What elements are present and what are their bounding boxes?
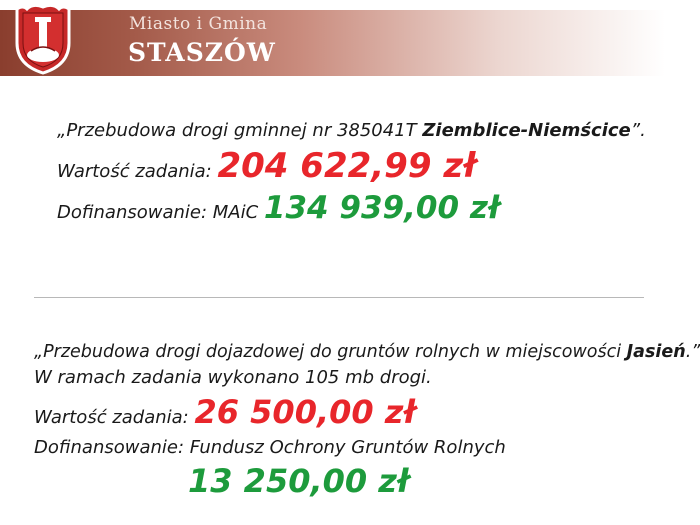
- project2-title-text: „Przebudowa drogi dojazdowej do gruntów rolnych w miejscowości: [34, 342, 627, 362]
- project1-funding-amount: 134 939,00 zł: [263, 190, 500, 226]
- brand-name: STASZÓW: [128, 38, 276, 67]
- coat-of-arms-icon: [13, 3, 73, 75]
- project2-note: W ramach zadania wykonano 105 mb drogi.: [34, 367, 432, 388]
- project1-title: [57, 120, 646, 141]
- section-divider: [34, 297, 644, 298]
- project2-funding-label: Dofinansowanie: Fundusz Ochrony Gruntów Rolnych: [34, 437, 506, 458]
- project1-value-amount: 204 622,99 zł: [217, 146, 476, 186]
- project1-value-label: Wartość zadania:: [57, 161, 218, 182]
- project1-funding-label: Dofinansowanie: MAiC: [57, 202, 264, 223]
- project2-funding-amount: 13 250,00 zł: [188, 462, 409, 500]
- header-band: [0, 10, 665, 76]
- project2-title-close: .”: [685, 342, 700, 362]
- project1-title-close: ”.: [630, 120, 646, 141]
- project2-value-label: Wartość zadania:: [34, 407, 195, 428]
- brand-title: Miasto i Gmina: [129, 14, 268, 34]
- project2-value-row: [34, 393, 415, 431]
- project1-funding-row: [57, 190, 500, 226]
- project1-place: Ziemblice-Niemścice: [422, 120, 631, 141]
- project1-value-row: [57, 146, 476, 186]
- project2-title: [34, 342, 700, 362]
- project1-title-text: „Przebudowa drogi gminnej nr 385041T: [57, 120, 423, 141]
- project2-place: Jasień: [626, 342, 686, 362]
- project2-value-amount: 26 500,00 zł: [194, 393, 416, 431]
